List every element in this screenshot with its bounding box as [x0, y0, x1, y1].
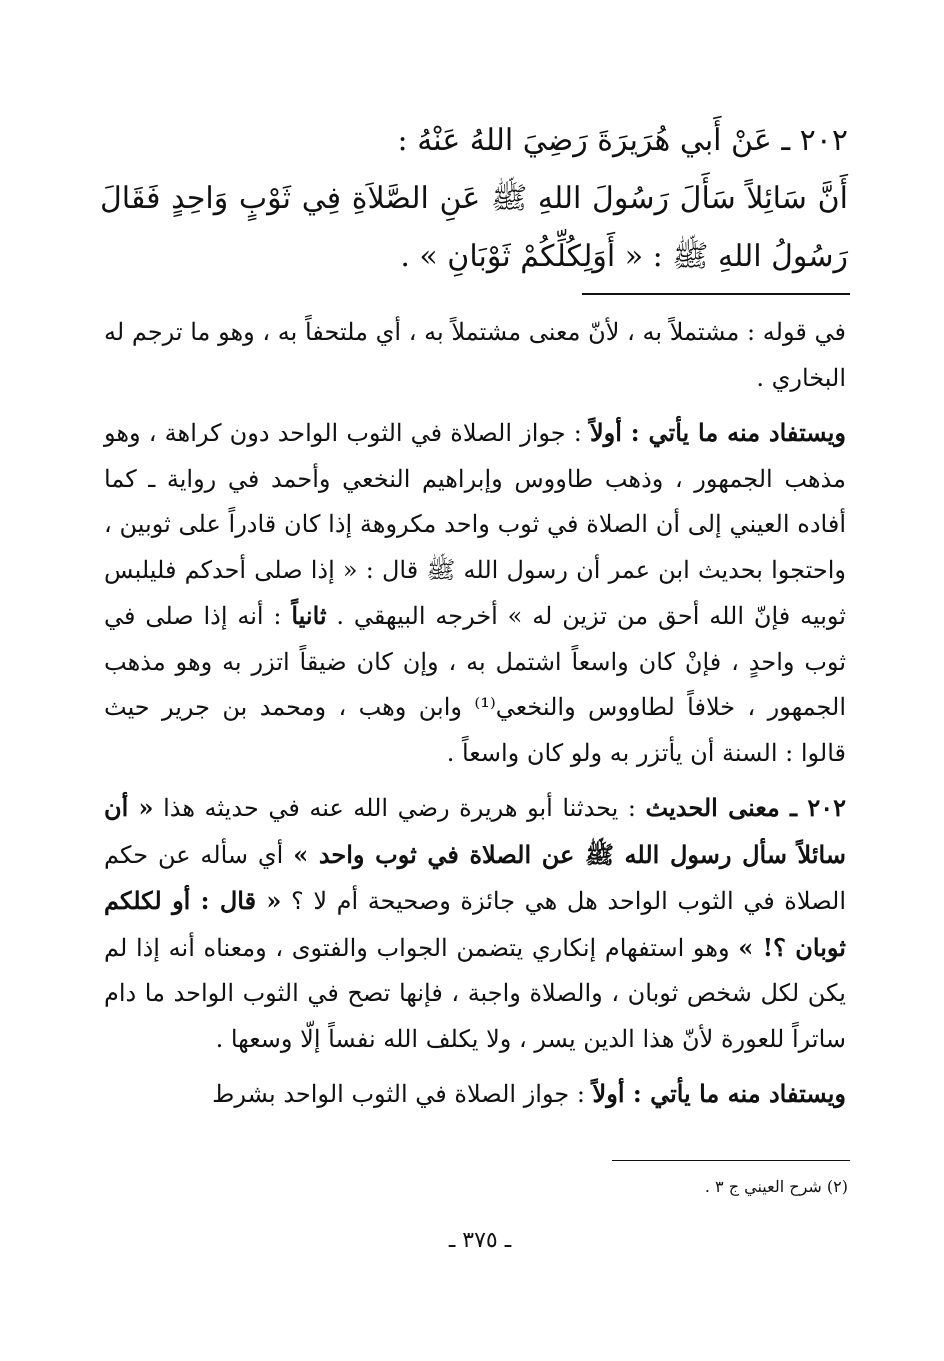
commentary-paragraph-1: [104, 310, 846, 401]
meaning-text-c: وهو استفهام إنكاري يتضمن الجواب والفتوى ، ومعناه أنه إذا لم يكن لكل شخص ثوبان ، والصلاة واجبة ، فإنها تصح في الثوب الواحد ما دام ساتراً للعورة لأنّ هذا الدين يسر ، ولا يكلف الله نفساً إلّا وسعها .: [104, 933, 846, 1053]
commentary-paragraph-2: [104, 410, 846, 776]
benefit-first-text: : جواز الصلاة في الثوب الواحد دون كراهة ، وهو مذهب الجمهور ، وذهب طاووس وإبراهيم النخعي وأحمد في رواية ـ كما أفاده العيني إلى أن الصلاة في ثوب واحد مكروهة إذا كان قادراً على ثوبين ، واحتجوا بحديث ابن عمر أن رسول الله ﷺ قال : « إذا صلى أحدكم فليلبس ثوبيه فإنّ الله أحق من تزين له » أخرجه البيهقي .: [104, 419, 846, 630]
hadith-meaning-heading: ٢٠٢ ـ معنى الحديث: [645, 793, 847, 822]
page-number: ـ ٣٧٥ ـ: [448, 1228, 512, 1253]
hadith-text: [100, 112, 848, 286]
meaning-quote-1: « أن سائلاً سأل رسول الله ﷺ عن الصلاة في ثوب واحد »: [104, 793, 846, 869]
benefits-heading: ويستفاد منه ما يأتي : أولاً: [589, 418, 846, 447]
benefit-text-2: : جواز الصلاة في الثوب الواحد بشرط: [212, 1080, 593, 1108]
meaning-quote-2: « قال : أو لكلكم ثوبان ؟! »: [104, 886, 846, 962]
hadith-intro: ٢٠٢ ـ عَنْ أَبي هُرَيرَةَ رَضِيَ اللهُ عَنْهُ :: [397, 123, 848, 158]
commentary-paragraph-3: [104, 785, 846, 1062]
benefit-second-heading: ثانياً: [291, 601, 327, 630]
commentary: [104, 310, 846, 1127]
footnote-separator: [612, 1160, 850, 1161]
footnote: (٢) شرح العيني ج ٣ .: [704, 1177, 848, 1196]
meaning-text-b: أي سأله عن حكم الصلاة في الثوب الواحد هل هي جائزة وصحيحة أم لا ؟: [104, 840, 846, 915]
meaning-text-a: : يحدثنا أبو هريرة رضي الله عنه في حديثه هذا: [153, 794, 646, 822]
hadith-separator: [582, 293, 850, 295]
hadith-body: أَنَّ سَائِلاً سَأَلَ رَسُولَ اللهِ ﷺ عَنِ الصَّلاَةِ فِي ثَوْبٍ وَاحِدٍ فَقَالَ رَسُولُ اللهِ ﷺ : « أَوَلِكُلِّكُمْ ثَوْبَانِ » .: [100, 181, 848, 274]
commentary-paragraph-4: [104, 1071, 846, 1118]
commentary-p1-text: في قوله : مشتملاً به ، لأنّ معنى مشتملاً به ، أي ملتحفاً به ، وهو ما ترجم له البخاري .: [104, 318, 847, 392]
benefits-heading-2: ويستفاد منه ما يأتي : أولاً: [592, 1079, 846, 1108]
benefit-second-text: : أنه إذا صلى في ثوب واحدٍ ، فإنْ كان واسعاً اشتمل به ، وإن كان ضيقاً اتزر به وهو مذهب الجمهور ، خلافاً لطاووس والنخعي⁽¹⁾ وابن وهب ، ومحمد بن جرير حيث قالوا : السنة أن يأتزر به ولو كان واسعاً .: [104, 602, 847, 767]
